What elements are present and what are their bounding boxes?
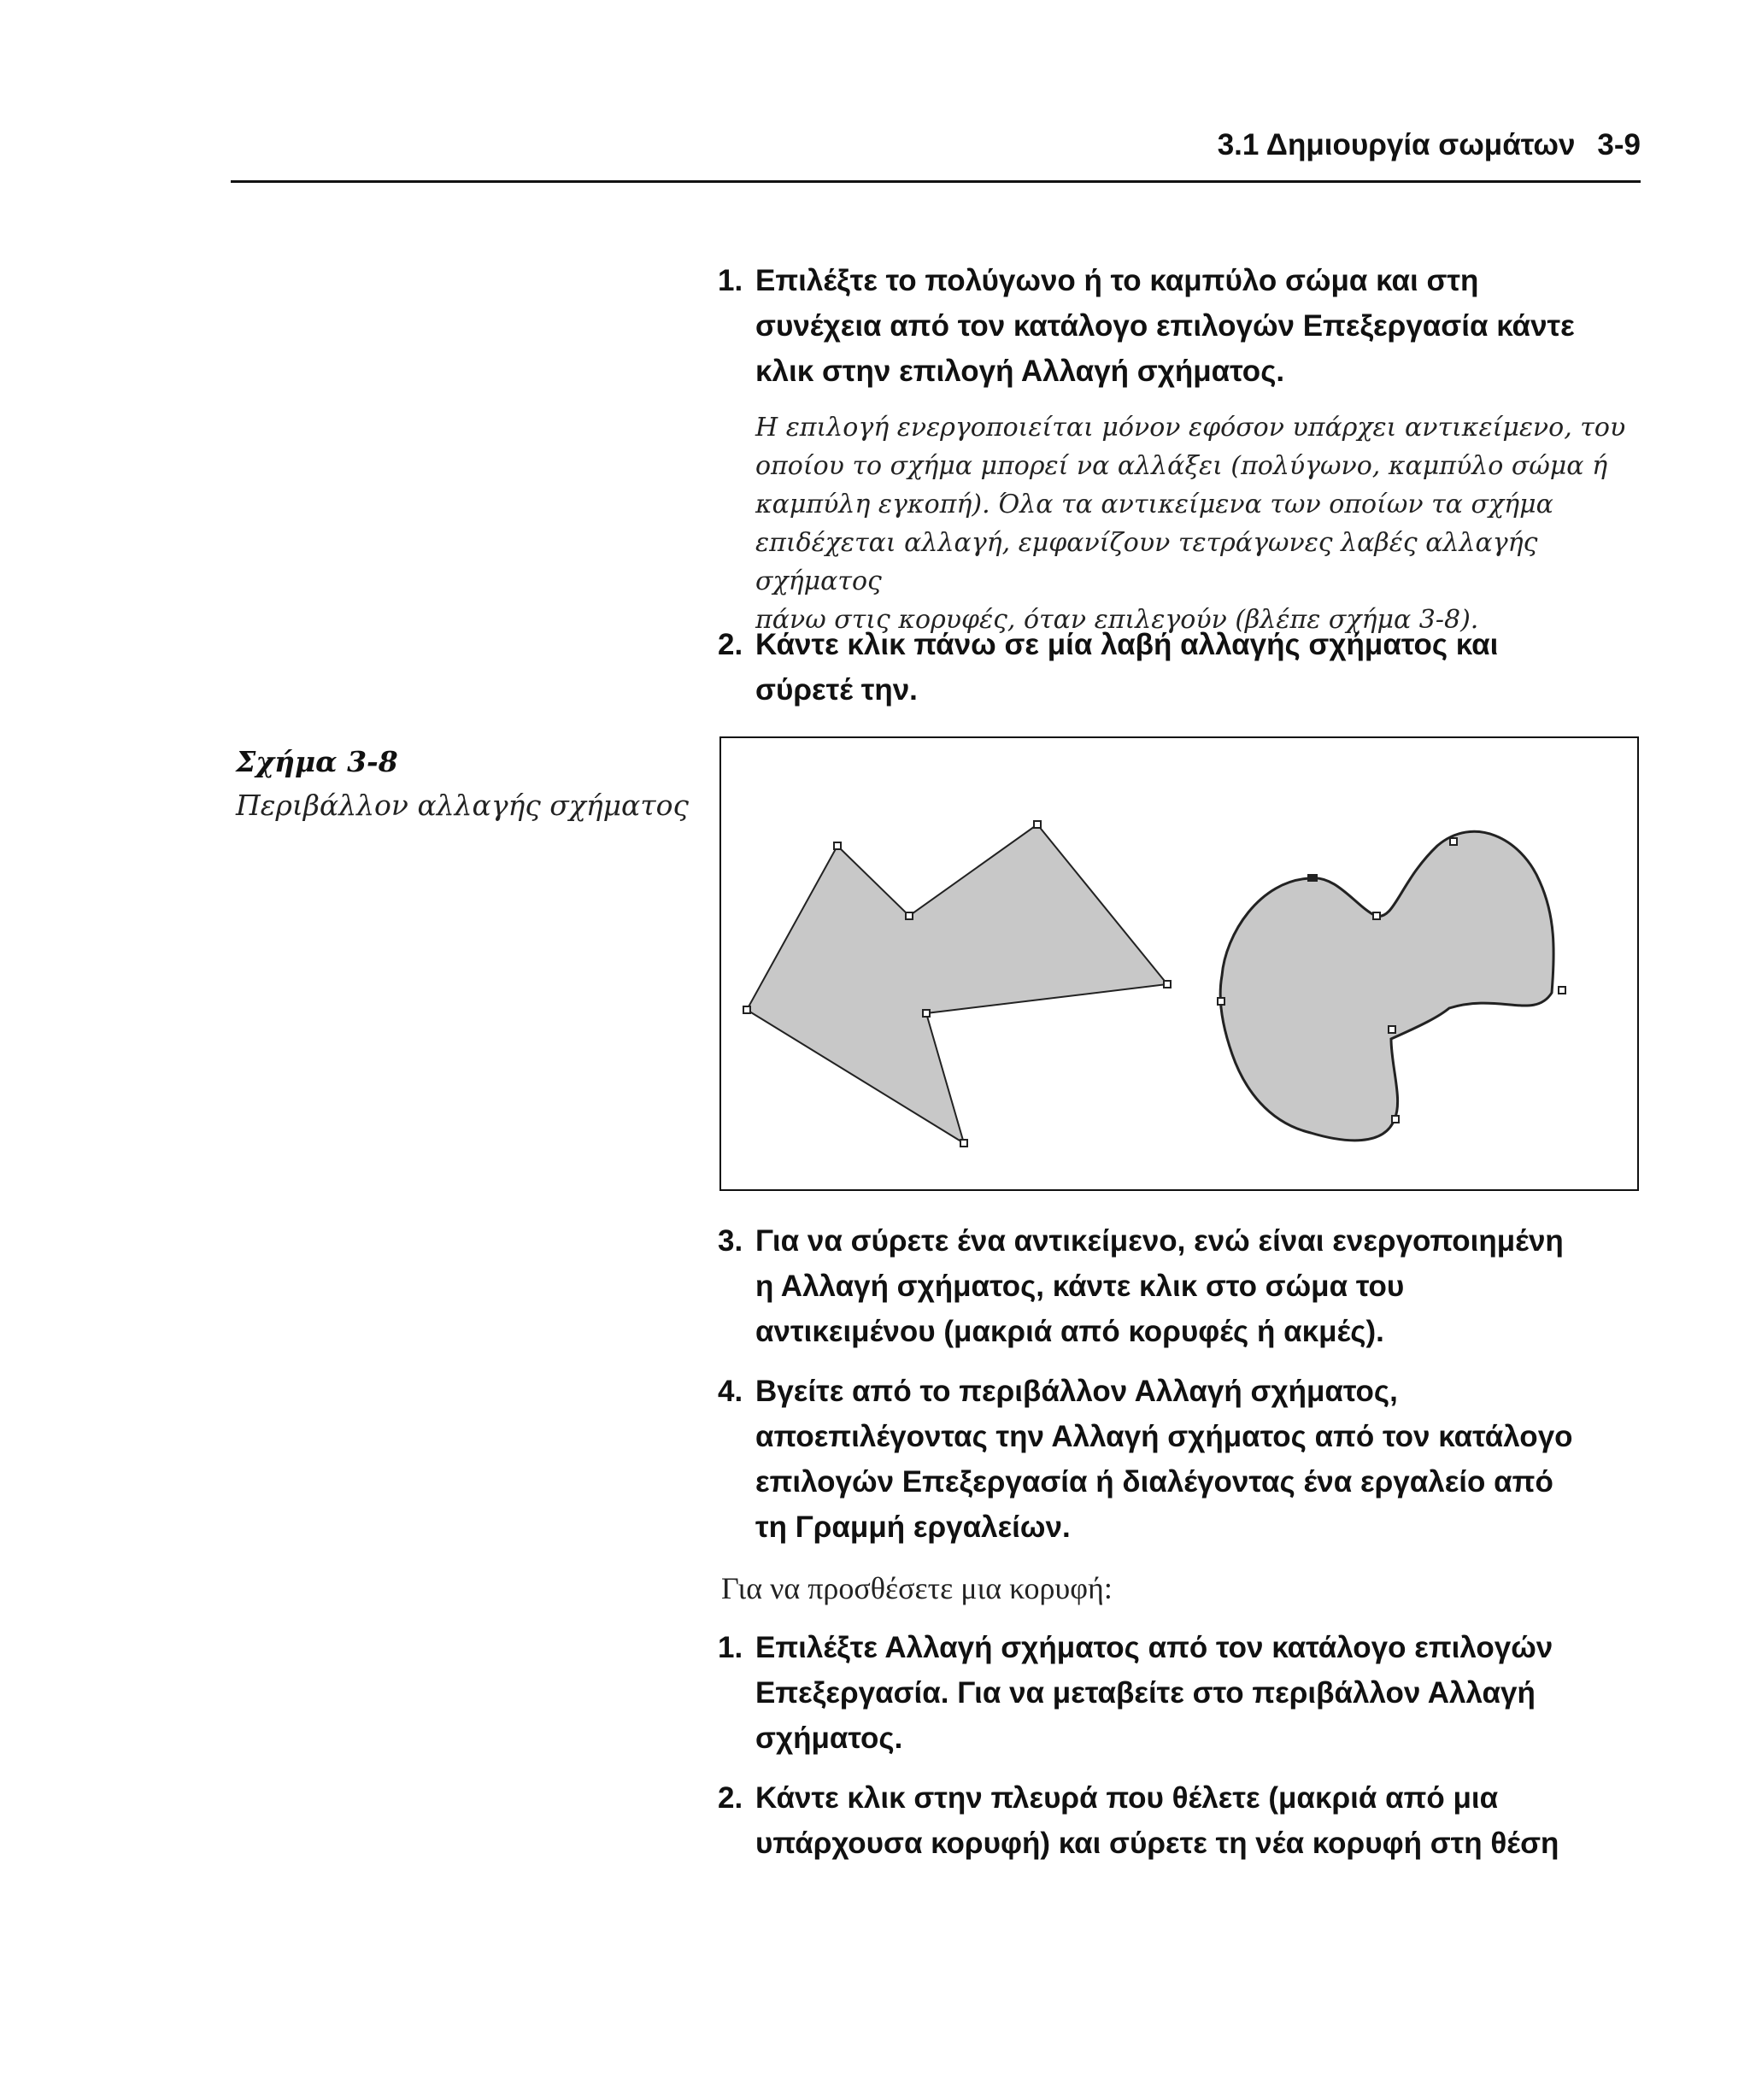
header-rule [231, 180, 1641, 183]
reshape-handle[interactable] [1389, 1026, 1395, 1033]
step-line: υπάρχουσα κορυφή) και σύρετε τη νέα κορυφή στη θέση [755, 1827, 1559, 1860]
curved-shape [1220, 831, 1553, 1141]
step-line: σύρετέ την. [755, 673, 918, 707]
step-line: Επιλέξτε το πολύγωνο ή το καμπύλο σώμα και στη [755, 264, 1479, 297]
reshape-handle[interactable] [923, 1010, 930, 1017]
add-vertex-step-1 [718, 1625, 1641, 1761]
step-number: 2. [718, 628, 743, 661]
step-4-exit-reshape [718, 1369, 1641, 1550]
step-3-drag-object [718, 1218, 1641, 1354]
step-line: σχήματος. [755, 1722, 903, 1755]
note-line: οποίου το σχήμα μπορεί να αλλάξει (πολύγωνο, καμπύλο σώμα ή [755, 451, 1608, 481]
add-vertex-step-2 [718, 1775, 1641, 1866]
step-line: η Αλλαγή σχήματος, κάντε κλικ στο σώμα του [755, 1270, 1405, 1303]
figure-caption-text: Περιβάλλον αλλαγής σχήματος [236, 789, 689, 822]
step-line: αποεπιλέγοντας την Αλλαγή σχήματος από τον κατάλογο [755, 1420, 1573, 1453]
reshape-handle[interactable] [906, 912, 913, 919]
reshape-handle[interactable] [1164, 981, 1171, 988]
step-number: 4. [718, 1375, 743, 1408]
reshape-handle[interactable] [1373, 912, 1380, 919]
add-vertex-intro: Για να προσθέσετε μια κορυφή: [721, 1571, 1113, 1605]
note-line: καμπύλη εγκοπή). Όλα τα αντικείμενα των οποίων τα σχήμα [755, 490, 1553, 519]
step-number: 3. [718, 1224, 743, 1258]
reshape-handle[interactable] [834, 842, 841, 849]
figure-canvas [721, 738, 1637, 1189]
step-line: τη Γραμμή εργαλείων. [755, 1510, 1071, 1544]
step-line: Βγείτε από το περιβάλλον Αλλαγή σχήματος, [755, 1375, 1398, 1408]
note-line: πάνω στις κορυφές, όταν επιλεγούν (βλέπε σχήμα 3-8). [755, 605, 1479, 635]
reshape-figure [719, 736, 1639, 1191]
reshape-handle[interactable] [960, 1140, 967, 1147]
note-paragraph [755, 408, 1644, 639]
step-line: Επιλέξτε Αλλαγή σχήματος από τον κατάλογο επιλογών [755, 1631, 1553, 1664]
running-header [231, 128, 1641, 162]
reshape-handle[interactable] [1218, 998, 1224, 1005]
note-line: επιδέχεται αλλαγή, εμφανίζουν τετράγωνες λαβές αλλαγής σχήματος [755, 528, 1538, 596]
step-line: συνέχεια από τον κατάλογο επιλογών Επεξεργασία κάντε [755, 309, 1575, 343]
step-2-drag-handle [718, 622, 1641, 713]
reshape-handle[interactable] [1392, 1116, 1399, 1123]
step-line: Κάντε κλικ στην πλευρά που θέλετε (μακριά από μια [755, 1781, 1499, 1815]
reshape-handle[interactable] [1450, 838, 1457, 845]
step-line: Για να σύρετε ένα αντικείμενο, ενώ είναι ενεργοποιημένη [755, 1224, 1564, 1258]
step-number: 2. [718, 1781, 743, 1815]
step-line: επιλογών Επεξεργασία ή διαλέγοντας ένα εργαλείο από [755, 1465, 1553, 1499]
step-line: αντικειμένου (μακριά από κορυφές ή ακμές). [755, 1315, 1384, 1348]
step-line: Επεξεργασία. Για να μεταβείτε στο περιβάλλον Αλλαγή [755, 1676, 1536, 1710]
polygon-shape [747, 824, 1167, 1143]
step-line: κλικ στην επιλογή Αλλαγή σχήματος. [755, 355, 1285, 388]
figure-caption-title: Σχήμα 3-8 [236, 745, 398, 778]
step-number: 1. [718, 264, 743, 297]
step-number: 1. [718, 1631, 743, 1664]
note-line: Η επιλογή ενεργοποιείται μόνον εφόσον υπάρχει αντικείμενο, του [755, 413, 1626, 443]
reshape-handle[interactable] [1308, 875, 1317, 881]
section-title: 3.1 Δημιουργία σωμάτων [1217, 128, 1576, 161]
page-number: 3-9 [1597, 128, 1641, 161]
step-1-edit [718, 258, 1641, 394]
reshape-handle[interactable] [743, 1006, 750, 1013]
reshape-handle[interactable] [1559, 987, 1565, 994]
step-line: Κάντε κλικ πάνω σε μία λαβή αλλαγής σχήματος και [755, 628, 1499, 661]
reshape-handle[interactable] [1034, 821, 1041, 828]
